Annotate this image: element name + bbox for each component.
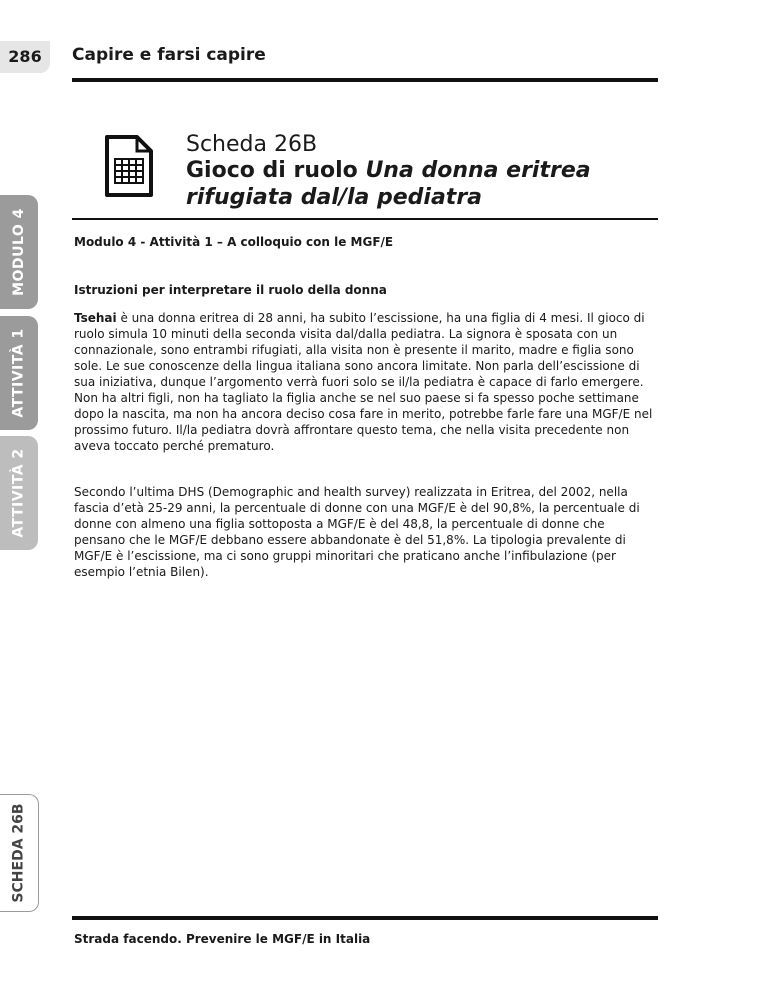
side-tab-attivita-2-label: ATTIVITÀ 2 xyxy=(11,448,27,538)
paragraph-2: Secondo l’ultima DHS (Demographic and health survey) realizzata in Eritrea, del 2002, nella fascia d’età 25-29 anni, la percentuale di donne con una MGF/E è del 90,8%, la percentuale di donne con almeno una figlia sottoposta a MGF/E è del 48,8, la percentuale di donne che pensano che le MGF/E debbano essere abbandonate è del 51,8%. La tipologia prevalente di MGF/E è l’escissione, ma ci sono gruppi minoritari che praticano anche l’infibulazione (per esempio l’etnia Bilen). xyxy=(74,485,640,579)
side-tab-attivita-1-label: ATTIVITÀ 1 xyxy=(11,328,27,418)
side-tab-attivita-1[interactable] xyxy=(0,316,38,430)
page-number: 286 xyxy=(0,41,50,73)
instructions-heading: Istruzioni per interpretare il ruolo della donna xyxy=(74,283,387,297)
side-tab-scheda[interactable] xyxy=(0,794,39,912)
scheda-label: Scheda 26B xyxy=(186,132,318,157)
side-tab-scheda-label: SCHEDA 26B xyxy=(11,803,27,903)
title-bold: Gioco di ruolo xyxy=(186,158,358,183)
module-line: Modulo 4 - Attività 1 – A colloquio con le MGF/E xyxy=(74,235,394,249)
side-tab-modulo[interactable] xyxy=(0,195,38,309)
character-name: Tsehai xyxy=(74,311,117,325)
footer-text: Strada facendo. Prevenire le MGF/E in Italia xyxy=(74,932,371,946)
side-tab-attivita-2[interactable] xyxy=(0,436,38,550)
side-tab-modulo-label: MODULO 4 xyxy=(11,208,28,296)
document-table-icon xyxy=(104,134,154,198)
bottom-rule xyxy=(72,916,658,920)
section-rule xyxy=(72,218,658,220)
running-title: Capire e farsi capire xyxy=(72,45,266,65)
title-italic-1: Una donna eritrea xyxy=(365,158,591,183)
paragraph-1 xyxy=(74,310,658,454)
page-title xyxy=(186,157,591,211)
paragraph-1-text: è una donna eritrea di 28 anni, ha subito l’escissione, ha una figlia di 4 mesi. Il gioco di ruolo simula 10 minuti della seconda visita dal/dalla pediatra. La signora è sposata con un connazionale, sono entrambi rifugiati, alla visita non è presente il marito, madre e figlia sono sole. Le sue conoscenze della lingua italiana sono ancora limitate. Non parla dell’escissione di sua iniziativa, dunque l’argomento verrà fuori solo se il/la pediatra è capace di farlo emergere. Non ha altri figli, non ha tagliato la figlia anche se nel suo paese si fa spesso poche settimane dopo la nascita, ma non ha ancora deciso cosa fare in merito, potrebbe farle fare una MGF/E nel prossimo futuro. Il/la pediatra dovrà affrontare questo tema, che nella visita precedente non aveva toccato perché prematuro. xyxy=(74,311,653,453)
title-italic-2: rifugiata dal/la pediatra xyxy=(186,185,483,210)
top-rule xyxy=(72,78,658,82)
